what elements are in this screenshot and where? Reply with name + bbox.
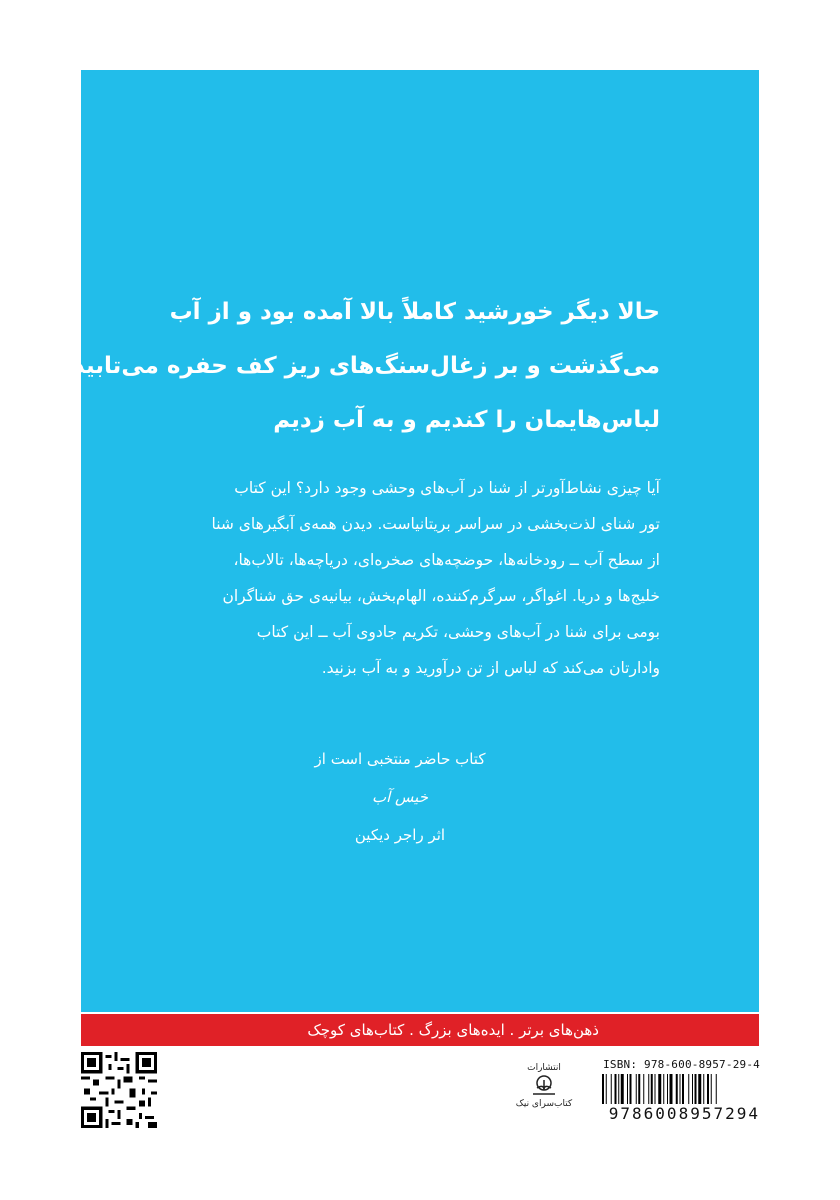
open-book-icon	[529, 1074, 559, 1098]
description-line: از سطح آب ــ رودخانه‌ها، حوضچه‌های صخره‌ای، دریاچه‌ها، تالاب‌ها،	[233, 551, 660, 569]
description-line: آیا چیزی نشاط‌آورتر از شنا در آب‌های وحشی وجود دارد؟ این کتاب	[234, 479, 660, 497]
credits-intro: کتاب حاضر منتخبی است از	[314, 750, 486, 768]
publisher-logo	[512, 1062, 576, 1118]
source-credits	[140, 740, 660, 854]
pull-quote	[64, 292, 660, 454]
author-credit: اثر راجر دیکین	[354, 826, 446, 844]
book-description	[140, 470, 660, 686]
series-tagline: ذهن‌های برتر . ایده‌های بزرگ . کتاب‌های کوچک	[81, 1014, 759, 1046]
publisher-name: کتاب‌سرای نیک	[515, 1099, 573, 1109]
qr-code-icon	[81, 1052, 157, 1128]
description-line: خلیج‌ها و دریا. اغواگر، سرگرم‌کننده، الهام‌بخش، بیانیه‌ی حق شناگران	[222, 587, 660, 605]
quote-line: می‌گذشت و بر زغال‌سنگ‌های ریز کف حفره می‌تابید.	[64, 353, 660, 379]
barcode-digits: 9786008957294	[588, 1104, 760, 1124]
description-line: تور شنای لذت‌بخشی در سراسر بریتانیاست. دیدن همه‌ی آبگیرهای شنا	[211, 515, 660, 533]
description-line: وادارتان می‌کند که لباس از تن درآورید و به آب بزنید.	[321, 659, 660, 677]
quote-line: حالا دیگر خورشید کاملاً بالا آمده بود و از آب	[169, 299, 660, 325]
description-line: بومی برای شنا در آب‌های وحشی، تکریم جادوی آب ــ این کتاب	[256, 623, 660, 641]
source-book-title: خیس آب	[372, 788, 428, 806]
quote-line: لباس‌هایمان را کندیم و به آب زدیم	[273, 407, 660, 433]
isbn-label: ISBN: 978-600-8957-29-4	[603, 1058, 760, 1071]
publisher-label: انتشارات	[527, 1063, 561, 1073]
